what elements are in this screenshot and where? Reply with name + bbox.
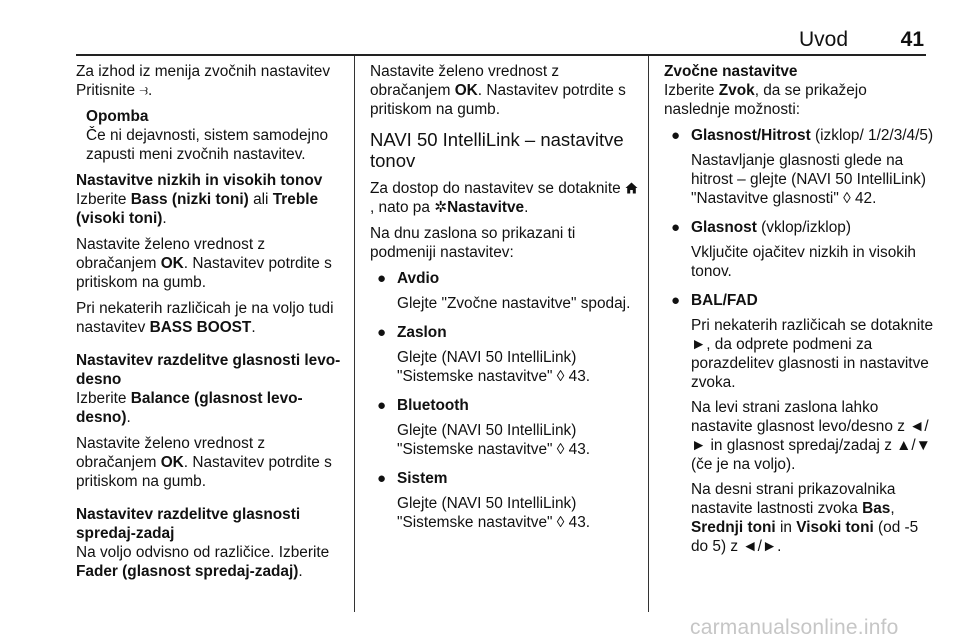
gear-icon: ✲ — [434, 199, 448, 216]
page-ref-icon: ◊ — [556, 368, 565, 385]
list-item: ● Glasnost (vklop/izklop) Vključite ojačitev nizkih in visokih tonov. — [671, 219, 916, 280]
column-3 — [664, 62, 936, 566]
section-fader-p1: Na voljo odvisno od različice. Izberite Fader (glasnost spredaj-zadaj). — [76, 544, 330, 580]
sound-options-list — [664, 126, 936, 556]
section-fader-title: Nastavitev razdelitve glasnosti spredaj-zadaj — [76, 506, 301, 542]
exit-paragraph: Za izhod iz menija zvočnih nastavitev Pritisnite ⥽. — [76, 63, 331, 99]
list-item: ● Avdio Glejte "Zvočne nastavitve" spodaj. — [377, 270, 631, 312]
section-bass-treble-p2: Nastavite želeno vrednost z obračanjem OK. Nastavitev potrdite s pritiskom na gumb. — [76, 236, 332, 291]
page-ref-icon: ◊ — [556, 441, 565, 458]
list-item: ● Bluetooth Glejte (NAVI 50 IntelliLink) "Sistemske nastavitve" ◊ 43. — [377, 397, 591, 458]
column-2 — [370, 62, 642, 542]
page-ref-icon: ◊ — [556, 514, 565, 531]
section-bass-treble-p1: Izberite Bass (nizki toni) ali Treble (visoki toni). — [76, 191, 319, 227]
confirm-paragraph: Nastavite želeno vrednost z obračanjem OK. Nastavitev potrdite s pritiskom na gumb. — [370, 63, 626, 118]
list-item: ● Zaslon Glejte (NAVI 50 IntelliLink) "Sistemske nastavitve" ◊ 43. — [377, 324, 591, 385]
back-icon: ⥽ — [139, 82, 148, 99]
arrow-left-right-icon: ◄/► — [742, 538, 778, 555]
sound-settings-intro: Izberite Zvok, da se prikažejo naslednje možnosti: — [664, 82, 867, 118]
section-balance-title: Nastavitev razdelitve glasnosti levo-desno — [76, 352, 341, 388]
arrow-right-icon: ► — [691, 336, 707, 353]
section-balance-p2: Nastavite želeno vrednost z obračanjem OK. Nastavitev potrdite s pritiskom na gumb. — [76, 435, 332, 490]
submenus-paragraph: Na dnu zaslona so prikazani ti podmeniji nastavitev: — [370, 225, 576, 261]
access-paragraph: Za dostop do nastavitev se dotaknite , nato pa ✲Nastavitve. — [370, 179, 642, 217]
column-divider-1 — [354, 56, 355, 612]
submenu-list — [370, 269, 642, 532]
page-header — [76, 28, 926, 52]
page-number: 41 — [900, 28, 924, 51]
sound-settings-title: Zvočne nastavitve — [664, 63, 798, 80]
column-1 — [76, 62, 348, 588]
section-bass-treble-p3: Pri nekaterih različicah je na voljo tudi nastavitev BASS BOOST. — [76, 300, 334, 336]
page-title: Uvod — [798, 28, 848, 51]
page-ref-icon: ◊ — [843, 190, 851, 207]
note-text: Če ni dejavnosti, sistem samodejno zapusti meni zvočnih nastavitev. — [86, 127, 329, 163]
home-icon — [625, 179, 638, 198]
note-title: Opomba — [86, 108, 149, 125]
arrow-left-right-icon: ◄/► — [691, 418, 929, 454]
list-item: ● Glasnost/Hitrost (izklop/ 1/2/3/4/5) Nastavljanje glasnosti glede na hitrost – glejte (NAVI 50 IntelliLink) "Nastavitve glasnosti" ◊ 42. — [671, 127, 934, 207]
watermark: carmanualsonline.info — [690, 616, 899, 639]
navi-tone-heading: NAVI 50 IntelliLink – nastavitve tonov — [370, 129, 624, 171]
note-box — [86, 107, 348, 164]
column-divider-2 — [648, 56, 649, 612]
arrow-up-down-icon: ▲/▼ — [896, 437, 931, 454]
list-item: ● BAL/FAD Pri nekaterih različicah se dotaknite ►, da odprete podmeni za porazdelitev glasnosti in nastavitve zvoka. Na levi strani zaslona lahko nastavite glasnost levo/desno z ◄/► in glasnost spredaj/zadaj z ▲/▼ (če je na voljo). Na desni strani prikazovalnika nastavite lastnosti zvoka Bas, Srednji toni in Visoki toni (od -5 do 5) z ◄/►. — [671, 292, 934, 555]
header-rule — [76, 54, 926, 56]
section-balance-p1: Izberite Balance (glasnost levo-desno). — [76, 390, 303, 426]
list-item: ● Sistem Glejte (NAVI 50 IntelliLink) "Sistemske nastavitve" ◊ 43. — [377, 470, 591, 531]
section-bass-treble-title: Nastavitve nizkih in visokih tonov — [76, 172, 323, 189]
